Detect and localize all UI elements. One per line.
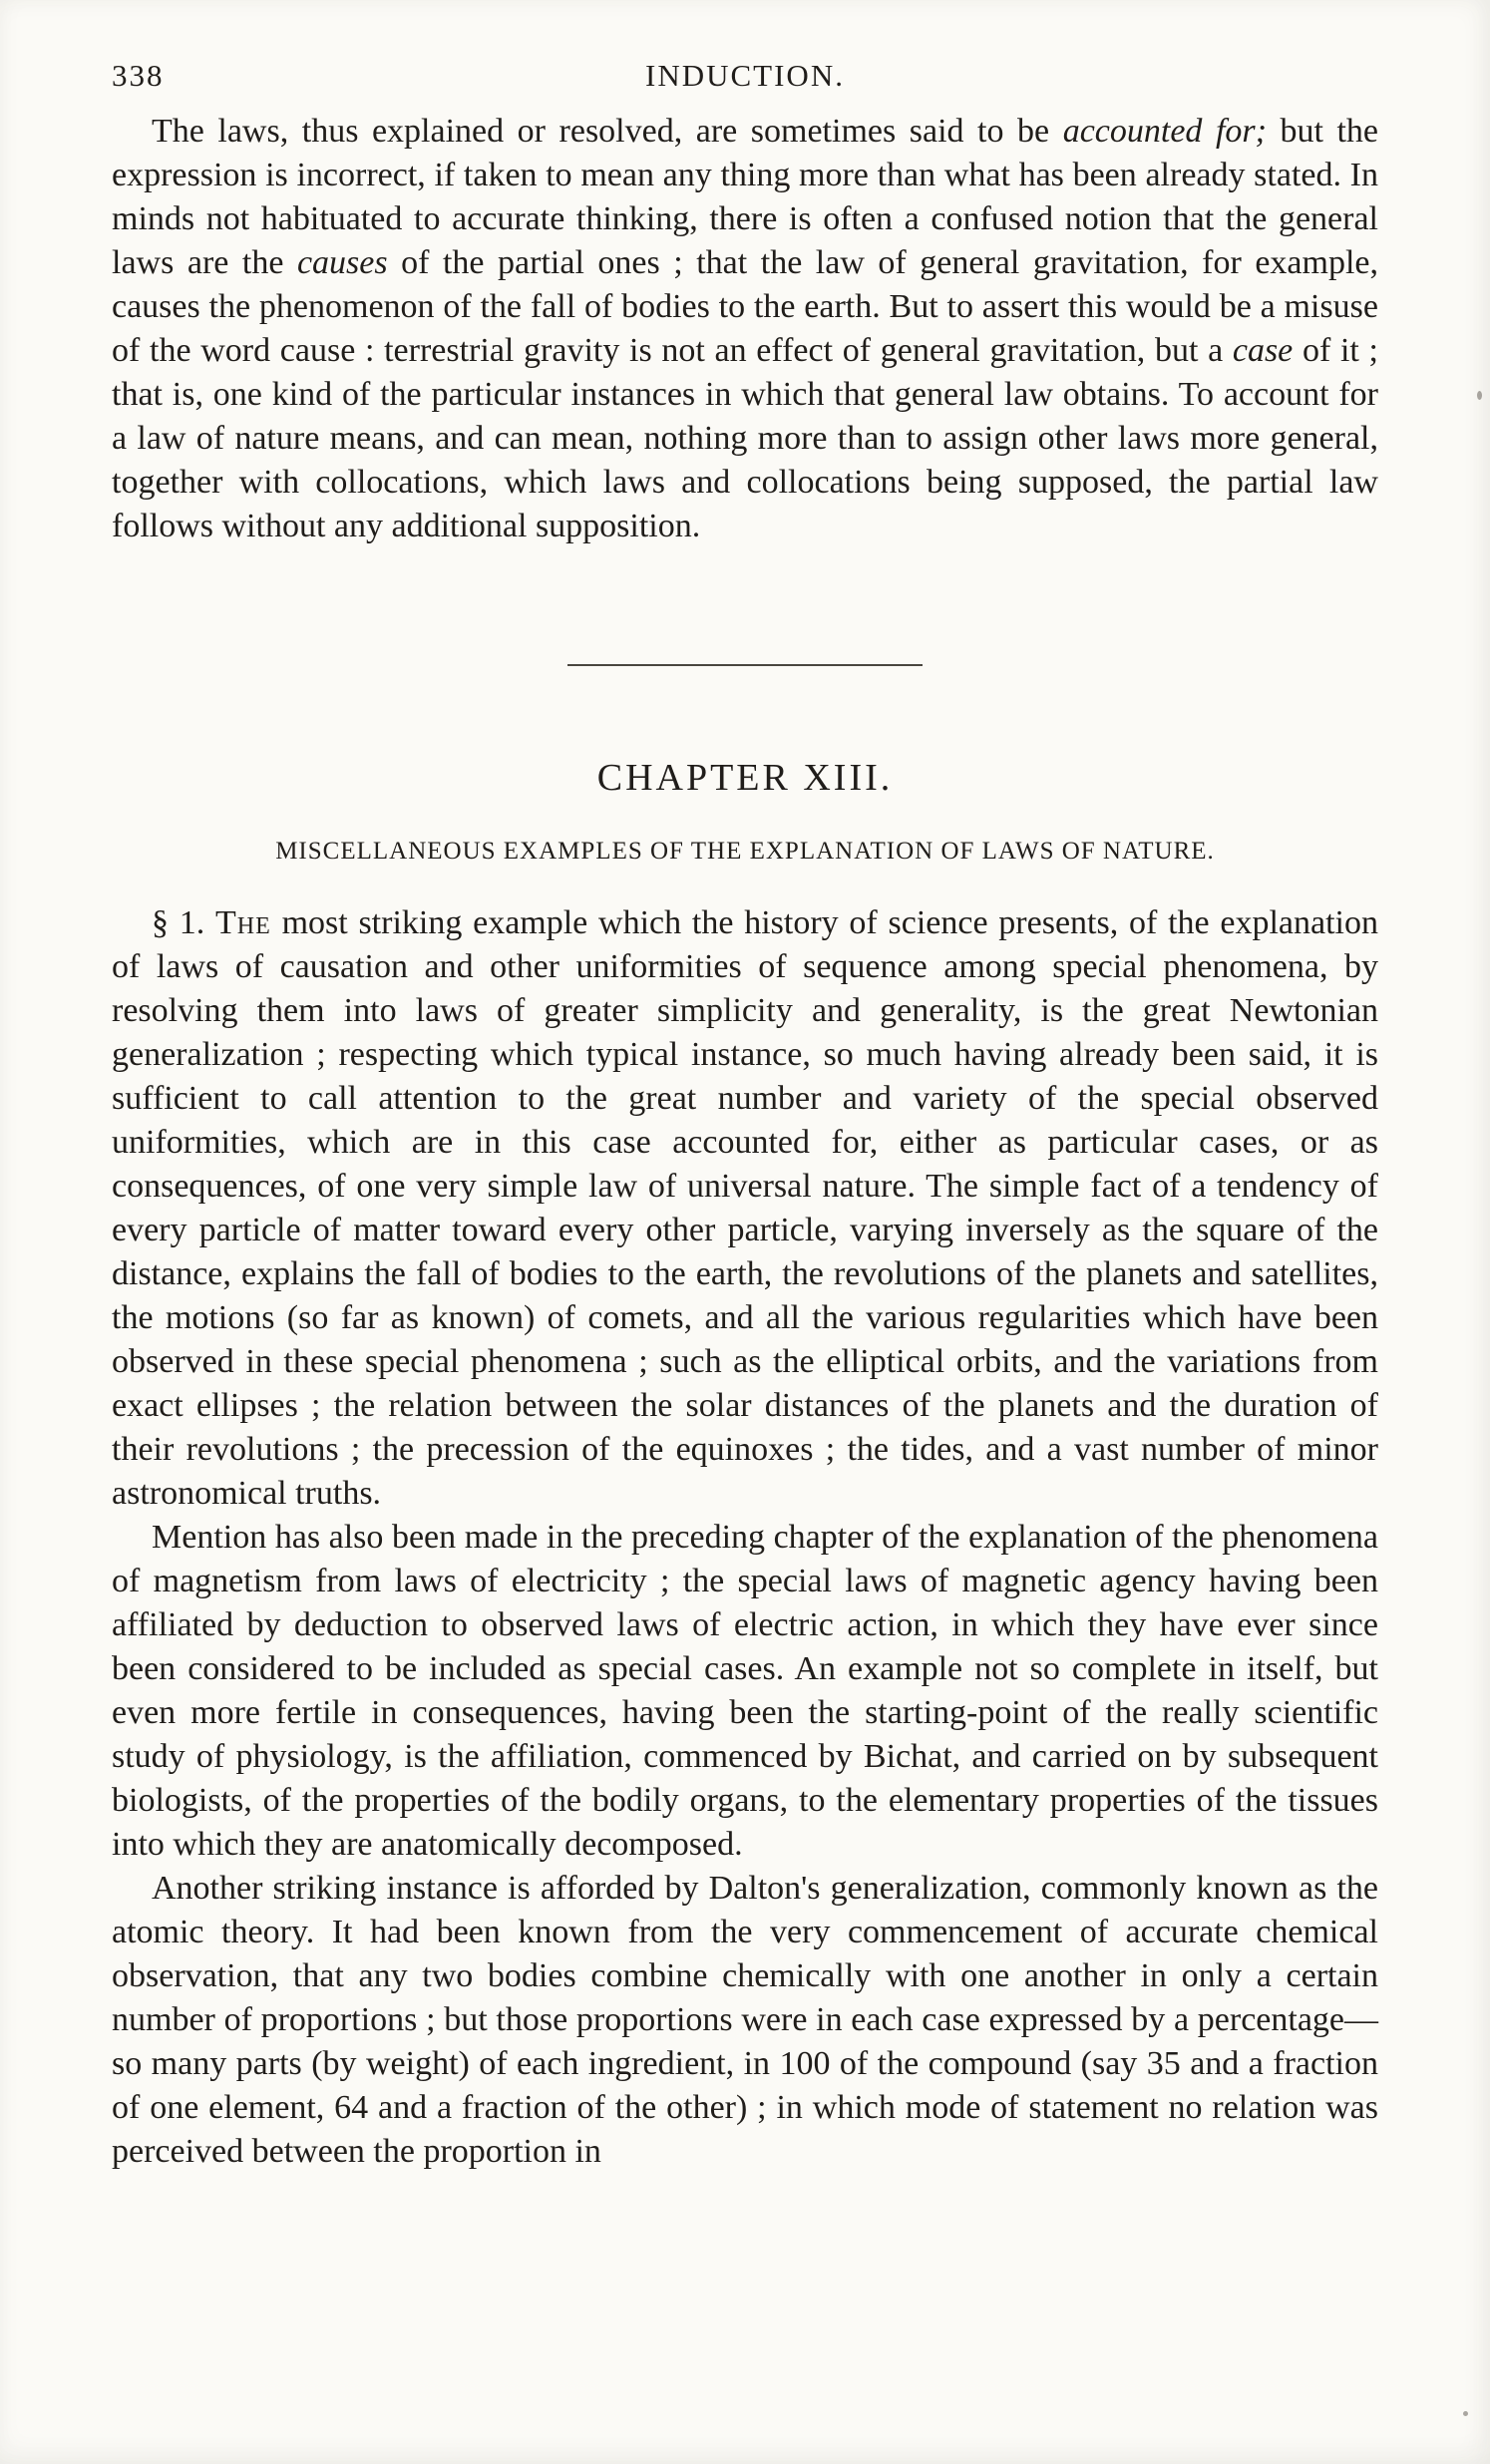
small-caps-run: The [215,904,271,941]
scan-artifact [1463,2411,1468,2416]
chapter-title: CHAPTER XIII. [596,757,894,799]
text-run: The laws, thus explained or resolved, are sometimes said to be [152,113,1063,150]
running-head: INDUCTION. [645,58,845,93]
paragraph [112,110,1378,548]
text-run: but the expression is incorrect, if taken to mean any thing more than what has been already stated. In minds not habituated to accurate thinking, there is often a confused notion that the general laws are the [112,113,1379,281]
text-run: Mention has also been made in the preceding chapter of the explanation of the phenomena of magnetism from laws of electricity ; the special laws of magnetic agency having been affiliated by deduction to observed laws of electric action, in which they have ever since been considered to be included as special cases. An example not so complete in itself, but even more fertile in consequences, having been the starting-point of the really scientific study of physiology, is the affiliation, commenced by Bichat, and carried on by subsequent biologists, of the properties of the bodily organs, to the elementary properties of the tissues into which they are anatomically decomposed. [112,1519,1378,1863]
text-run: § 1. [152,904,216,941]
italic-text-run: accounted for; [1062,113,1267,150]
running-header [112,58,1378,94]
chapter-subtitle: MISCELLANEOUS EXAMPLES OF THE EXPLANATION OF LAWS OF NATURE. [275,838,1215,865]
section-divider-rule [567,664,923,666]
preceding-chapter-text [112,110,1378,548]
italic-text-run: causes [296,244,388,281]
text-run: of it ; that is, one kind of the particular instances in which that general law obtains. To account for a law of nature means, and can mean, nothing more than to assign other laws more general, together with collocations, which laws and collocations being supposed, the partial law follows without any additional supposition. [112,332,1378,544]
paragraph [112,901,1378,1516]
page-number: 338 [112,58,165,93]
paragraph [112,1516,1378,1867]
scan-artifact [1477,391,1482,400]
italic-text-run: case [1232,332,1294,369]
chapter-text [112,901,1378,2174]
paragraph [112,1867,1378,2174]
text-run: of the partial ones ; that the law of general gravitation, for example, causes the phenomenon of the fall of bodies to the earth. But to assert this would be a misuse of the word cause : terrestrial gravity is not an effect of general gravitation, but a [112,244,1378,369]
text-run: Another striking instance is afforded by Dalton's generalization, commonly known as the atomic theory. It had been known from the very commencement of accurate chemical observation, that any two bodies combine chemically with one another in only a certain number of proportions ; but those proportions were in each case expressed by a percentage—so many parts (by weight) of each ingredient, in 100 of the compound (say 35 and a fraction of one element, 64 and a fraction of the other) ; in which mode of statement no relation was perceived between the proportion in [112,1870,1378,2170]
text-run: most striking example which the history of science presents, of the explanation of laws of causation and other uniformities of sequence among special phenomena, by resolving them into laws of greater simplicity and generality, is the great Newtonian generalization ; respecting which typical instance, so much having already been said, it is sufficient to call attention to the great number and variety of the special observed uniformities, which are in this case accounted for, either as particular cases, or as consequences, of one very simple law of universal nature. The simple fact of a tendency of every particle of matter toward every other particle, varying inversely as the square of the distance, explains the fall of bodies to the earth, the revolutions of the planets and satellites, the motions (so far as known) of comets, and all the various regularities which have been observed in these special phenomena ; such as the elliptical orbits, and the variations from exact ellipses ; the relation between the solar distances of the planets and the duration of their revolutions ; the precession of the equinoxes ; the tides, and a vast number of minor astronomical truths. [112,904,1378,1512]
